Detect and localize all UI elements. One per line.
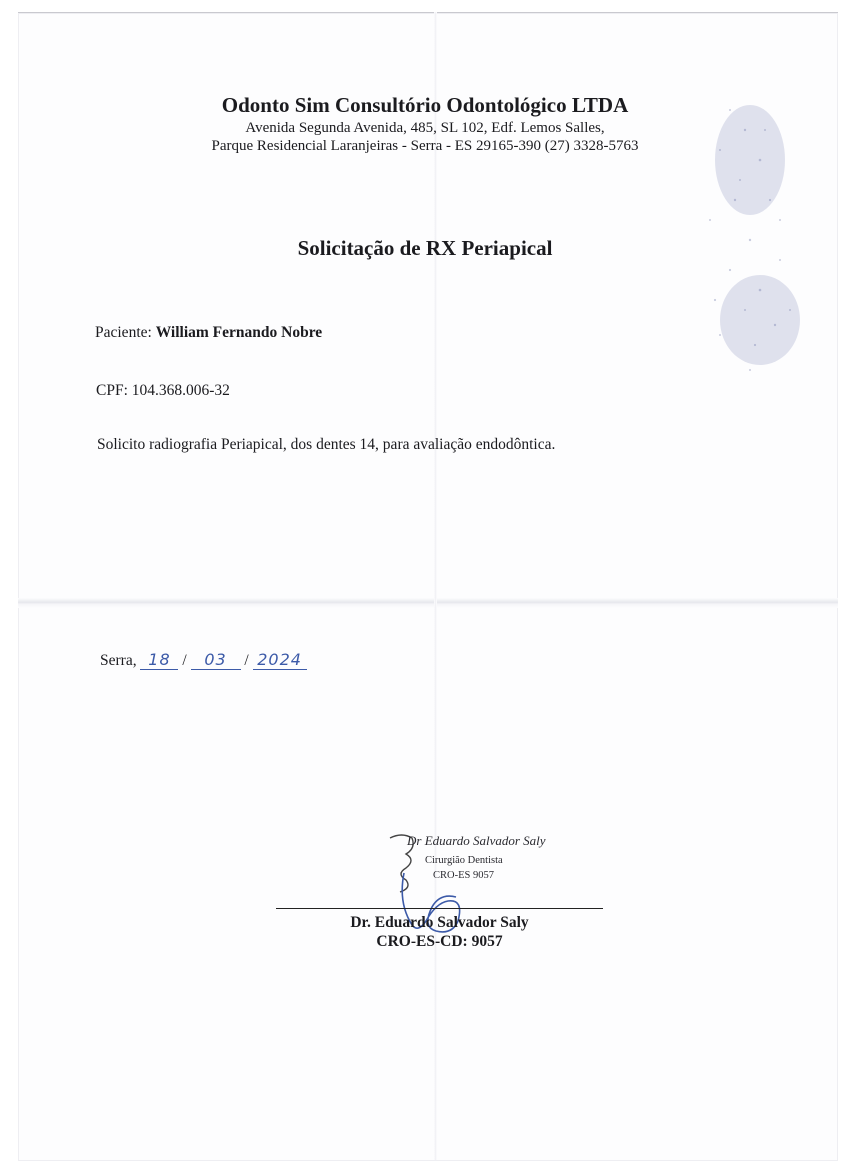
date-year: 2024	[253, 650, 307, 670]
scan-noise-top-right-svg	[650, 70, 810, 390]
paper-fold-horizontal	[18, 598, 838, 608]
stamp-role: Cirurgião Dentista	[425, 855, 503, 866]
clinic-name: Odonto Sim Consultório Odontológico LTDA	[221, 93, 629, 117]
doctor-registration: CRO-ES-CD: 9057	[376, 933, 503, 950]
document-title: Solicitação de RX Periapical	[297, 236, 553, 260]
patient-cpf: CPF: 104.368.006-32	[96, 382, 230, 399]
stamp-registration: CRO-ES 9057	[433, 870, 494, 881]
patient-name: William Fernando Nobre	[155, 324, 323, 341]
request-text: Solicito radiografia Periapical, dos dentes 14, para avaliação endodôntica.	[97, 436, 556, 453]
date-line	[100, 650, 307, 670]
date-day: 18	[140, 650, 178, 670]
patient-label: Paciente:	[95, 324, 152, 341]
date-city-label: Serra,	[100, 652, 137, 669]
date-month: 03	[191, 650, 241, 670]
paper-fold-vertical	[434, 12, 437, 1160]
clinic-address-line-2: Parque Residencial Laranjeiras - Serra - ES 29165-390 (27) 3328-5763	[211, 138, 639, 154]
patient-line	[95, 324, 322, 342]
date-separator-2: /	[244, 652, 249, 669]
doctor-name: Dr. Eduardo Salvador Saly	[350, 914, 529, 931]
clinic-address-line-1: Avenida Segunda Avenida, 485, SL 102, Edf. Lemos Salles,	[245, 120, 605, 136]
date-separator-1: /	[182, 652, 187, 669]
stamp-signature: Dr Eduardo Salvador Saly	[407, 833, 546, 848]
signature-line	[276, 908, 603, 909]
scan-noise-top-right	[650, 70, 810, 390]
